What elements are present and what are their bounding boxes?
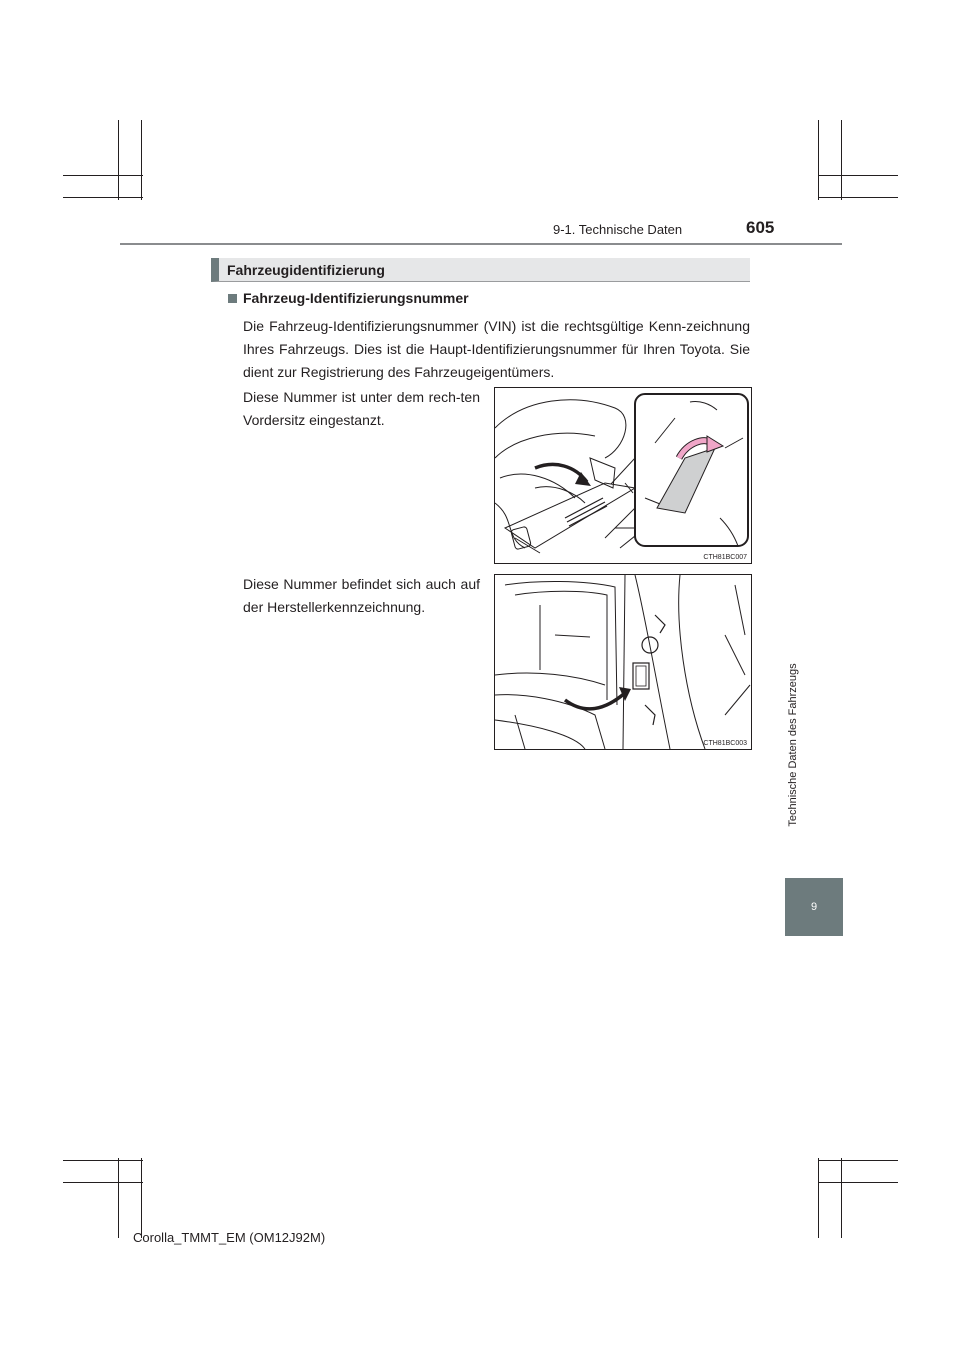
crop-mark-bottom-right-h2: [818, 1182, 898, 1183]
chapter-title: Technische Daten des Fahrzeugs: [787, 663, 799, 827]
crop-mark-bottom-right-h1: [818, 1160, 898, 1161]
manufacturer-label-plate: [633, 663, 649, 689]
subheading-text: Fahrzeug-Identifizierungsnummer: [243, 290, 469, 306]
crop-mark-top-right-h1: [818, 175, 898, 176]
header-rule: [120, 243, 842, 245]
crop-mark-top-right-v2: [841, 120, 842, 200]
document-id: Corolla_TMMT_EM (OM12J92M): [133, 1230, 326, 1245]
seat-floor-illustration: [495, 388, 751, 563]
crop-mark-top-left-v1: [118, 120, 119, 200]
crop-mark-top-right-h2: [818, 197, 898, 198]
figure-vin-under-seat: [494, 387, 752, 564]
subheading: [228, 290, 469, 306]
crop-mark-top-right-v1: [818, 120, 819, 200]
crop-mark-top-left-h1: [63, 175, 143, 176]
figure-code: CTH81BC007: [703, 554, 747, 561]
section-heading-bar: [211, 258, 750, 282]
crop-mark-bottom-right-v2: [841, 1158, 842, 1238]
section-title: Fahrzeugidentifizierung: [227, 262, 385, 278]
chapter-number: 9: [810, 901, 818, 913]
door-pillar-illustration: [495, 575, 751, 749]
square-bullet-icon: [228, 294, 237, 303]
header-section-title: 9-1. Technische Daten: [553, 222, 683, 237]
chapter-side-label: [783, 630, 803, 860]
crop-mark-bottom-left-v1: [118, 1158, 119, 1238]
crop-mark-bottom-right-v1: [818, 1158, 819, 1238]
crop-mark-top-left-h2: [63, 197, 143, 198]
chapter-tab: [785, 878, 843, 936]
location-paragraph-2: Diese Nummer befindet sich auch auf der Herstellerkennzeichnung.: [243, 576, 480, 615]
crop-mark-bottom-left-h1: [63, 1160, 143, 1161]
location-paragraph-1: Diese Nummer ist unter dem rech-ten Vordersitz eingestanzt.: [243, 389, 480, 428]
figure-manufacturer-label: [494, 574, 752, 750]
figure-code: CTH81BC003: [703, 740, 747, 747]
crop-mark-top-left-v2: [141, 120, 142, 200]
crop-mark-bottom-left-h2: [63, 1182, 143, 1183]
intro-paragraph: Die Fahrzeug-Identifizierungsnummer (VIN) ist die rechtsgültige Kenn-zeichnung Ihres Fahrzeugs. Dies ist die Haupt-Identifizierungsnummer für Ihren Toyota. Sie dient zur Registrierung des Fahrzeugeigentümers.: [243, 318, 750, 380]
arrow-icon: [565, 693, 625, 709]
crop-mark-bottom-left-v2: [141, 1158, 142, 1238]
page-number: 605: [746, 218, 775, 237]
